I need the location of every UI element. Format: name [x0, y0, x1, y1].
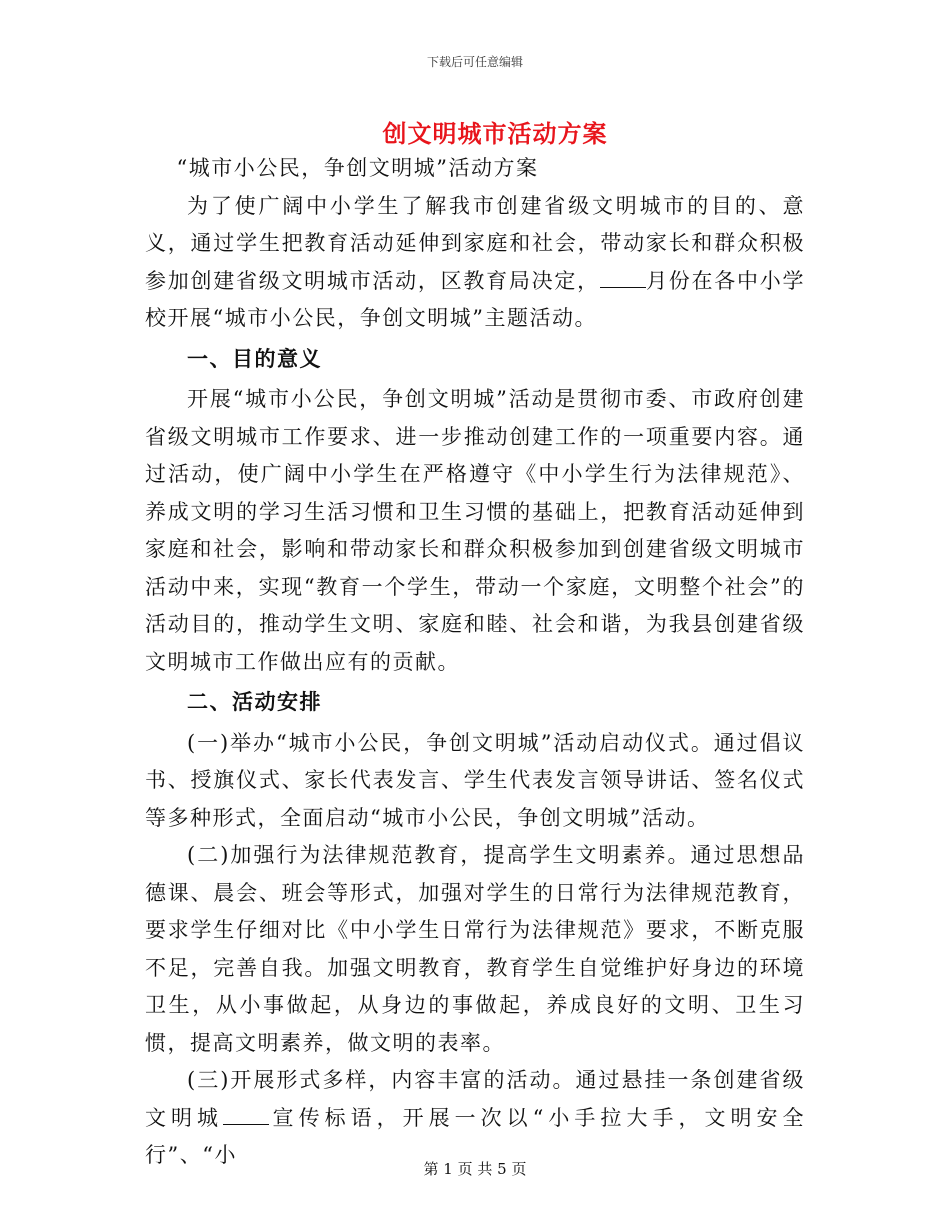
document-title: 创文明城市活动方案	[382, 119, 608, 148]
header-note: 下载后可任意编辑	[426, 55, 523, 69]
intro-text-a: 为了使广阔中小学生了解我市创建省级文明城市的目的、意义，通过学生把教育活动延伸到家庭和社会，带动家长和群众积极参加创建省级文明城市活动，区教育局决定，	[145, 193, 805, 293]
page-number: 第 1 页 共 5 页	[423, 1160, 527, 1178]
item3-text-a: (三)开展形式多样，内容丰富的活动。通过悬挂一条创建省级文明城	[145, 1068, 805, 1130]
intro-text-b: 月份在各中小学校开展“城市小公民，争创文明城”主题活动。	[145, 268, 806, 330]
fill-in-blank	[600, 269, 646, 288]
section-heading-arrangement: 二、活动安排	[187, 690, 322, 714]
intro-paragraph	[145, 188, 805, 338]
section-purpose-paragraph: 开展“城市小公民，争创文明城”活动是贯彻市委、市政府创建省级文明城市工作要求、进一步推动创建工作的一项重要内容。通过活动，使广阔中小学生在严格遵守《中小学生行为法律规范》、养成文明的学习生活习惯和卫生习惯的基础上，把教育活动延伸到家庭和社会，影响和带动家长和群众积极参加到创建省级文明城市活动中来，实现“教育一个学生，带动一个家庭，文明整个社会”的活动目的，推动学生文明、家庭和睦、社会和谐，为我县创建省级文明城市工作做出应有的贡献。	[145, 387, 805, 674]
document-subtitle: “城市小公民，争创文明城”活动方案	[176, 156, 539, 180]
section-heading-purpose: 一、目的意义	[187, 346, 322, 371]
fill-in-blank	[223, 1106, 269, 1125]
arrangement-item-2: (二)加强行为法律规范教育，提高学生文明素养。通过思想品德课、晨会、班会等形式，加强对学生的日常行为法律规范教育，要求学生仔细对比《中小学生日常行为法律规范》要求，不断克服不足，完善自我。加强文明教育，教育学生自觉维护好身边的环境卫生，从小事做起，从身边的事做起，养成良好的文明、卫生习惯，提高文明素养，做文明的表率。	[145, 843, 805, 1055]
item3-text-b: 宣传标语，开展一次以“小手拉大手，文明安全行”、“小	[145, 1105, 806, 1167]
arrangement-item-1: (一)举办“城市小公民，争创文明城”活动启动仪式。通过倡议书、授旗仪式、家长代表发言、学生代表发言领导讲话、签名仪式等多种形式，全面启动“城市小公民，争创文明城”活动。	[145, 730, 805, 830]
document-body	[145, 150, 805, 1175]
